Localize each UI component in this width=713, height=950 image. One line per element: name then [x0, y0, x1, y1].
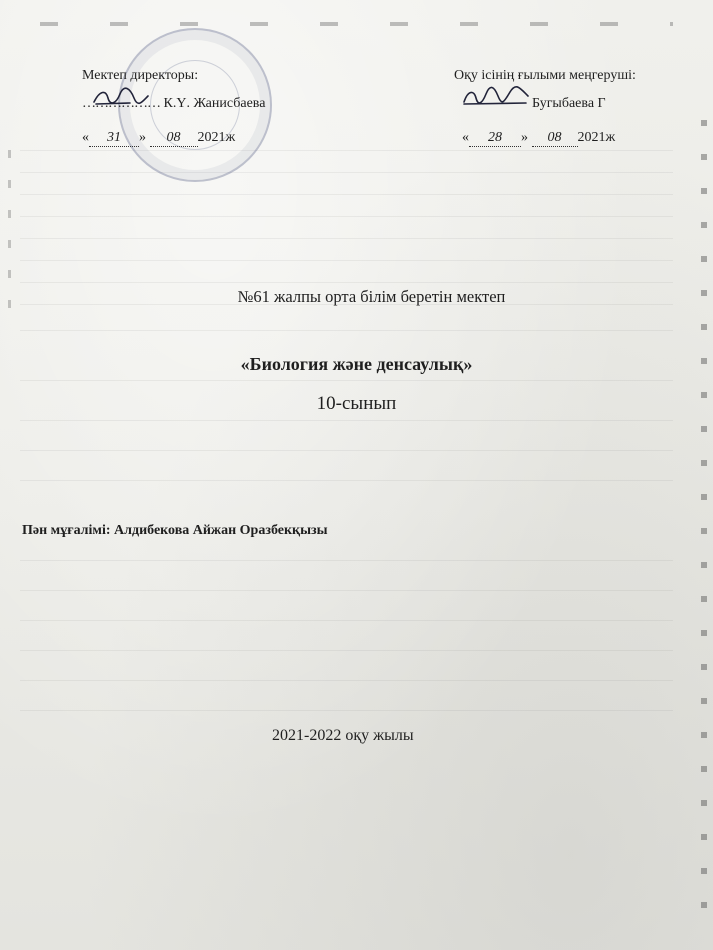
deputy-year: 2021ж	[577, 130, 616, 145]
date-quote-close: »	[521, 130, 528, 145]
date-quote-open: «	[462, 130, 469, 145]
deputy-name: Бугыбаева Г	[532, 96, 606, 111]
director-name-line	[82, 96, 265, 112]
binding-marks-top	[40, 22, 673, 26]
director-month: 08	[150, 130, 198, 147]
grade-label: 10-сынып	[316, 393, 397, 414]
subject-title: «Биология және денсаулық»	[240, 354, 473, 374]
director-name: К.Ү. Жанисбаева	[163, 96, 266, 111]
deputy-day: 28	[469, 130, 521, 147]
director-day: 31	[89, 130, 139, 147]
school-name: №61 жалпы орта білім беретін мектеп	[237, 287, 506, 306]
director-role: Мектеп директоры:	[82, 68, 199, 83]
academic-year: 2021-2022 оқу жылы	[272, 727, 414, 744]
deputy-role: Оқу ісінің ғылыми меңгеруші:	[454, 68, 636, 83]
deputy-month: 08	[532, 130, 578, 147]
deputy-signature	[460, 84, 532, 108]
director-year: 2021ж	[197, 130, 236, 145]
binding-marks-left	[8, 150, 11, 310]
binding-marks-right	[701, 120, 707, 910]
teacher-name: Пән мұғалімі: Алдибекова Айжан Оразбекқызы	[22, 523, 328, 538]
director-name-blank: ………………	[82, 96, 160, 111]
deputy-date	[462, 130, 615, 147]
date-quote-open: «	[82, 130, 89, 145]
director-date	[82, 130, 235, 147]
date-quote-close: »	[139, 130, 146, 145]
